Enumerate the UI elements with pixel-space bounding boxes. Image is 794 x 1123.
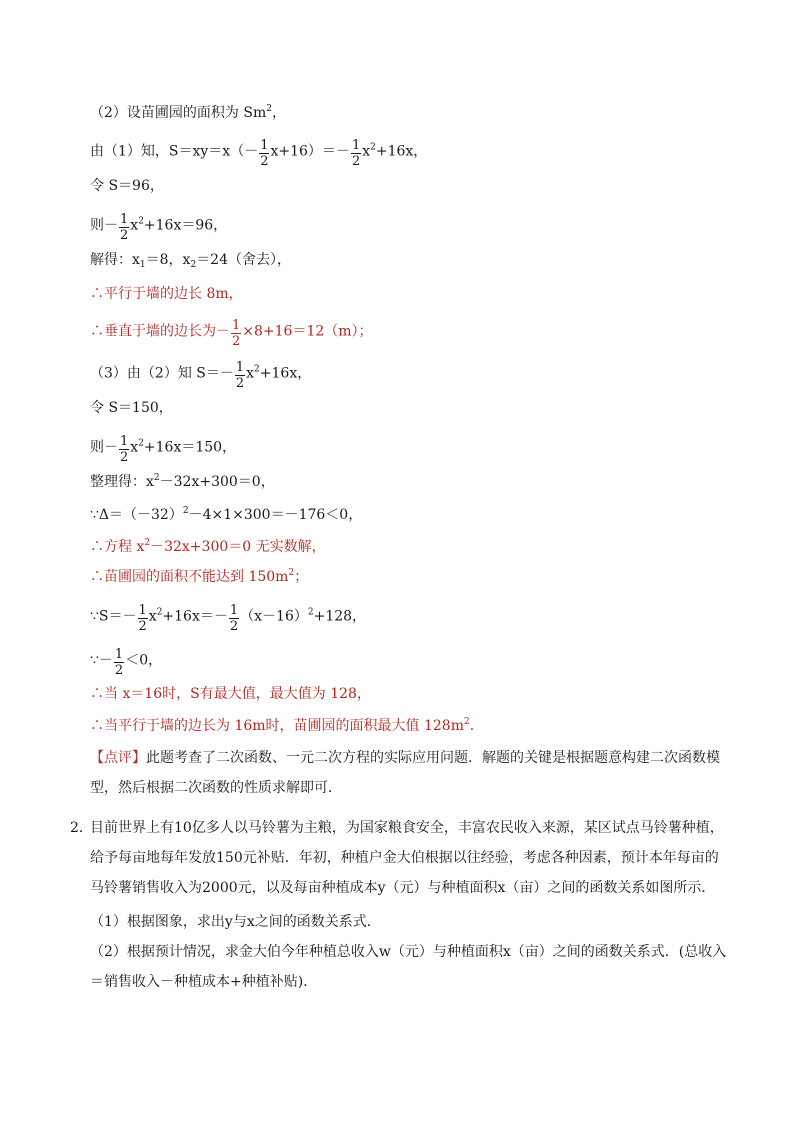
line-text: （x－16） <box>240 608 308 625</box>
line-text: ＝24（舍去）， <box>196 252 292 268</box>
fraction-denominator: 2 <box>260 154 269 169</box>
solution-line <box>90 398 173 418</box>
comment-body: 此题考查了二次函数、一元二次方程的实际应用问题．解题的关键是根据题意构建二次函数模型，然后根据二次函数的性质求解即可． <box>90 750 720 796</box>
line-text: 则－ <box>90 217 118 234</box>
fraction-numerator: 1 <box>232 318 241 333</box>
superscript: 2 <box>288 568 295 578</box>
superscript: 2 <box>144 538 151 548</box>
line-text: ∴苗圃园的面积不能达到 150m <box>90 569 289 585</box>
fraction <box>119 212 129 243</box>
line-text: ∵Δ＝（－32） <box>90 507 183 523</box>
solution-line <box>90 316 373 347</box>
line-text: 整理得：x <box>90 474 154 490</box>
line-text: －32x+300＝0， <box>159 474 275 490</box>
question-2: （2）根据预计情况，求金大伯今年种植总收入w（元）与种植面积x（亩）之间的函数关系式．(总收入＝销售收入－种植成本+种植补贴)． <box>90 944 727 990</box>
solution-line <box>90 472 275 492</box>
solution-line <box>90 432 236 463</box>
line-text: ， <box>271 105 286 121</box>
line-text: 令 S＝96， <box>90 178 164 194</box>
line-text: ； <box>294 569 309 585</box>
fraction <box>119 434 129 465</box>
solution-line <box>90 684 371 704</box>
fraction-numerator: 1 <box>138 603 147 618</box>
fraction-denominator: 2 <box>120 450 129 465</box>
line-text: －4×1×300＝－176＜0， <box>188 507 363 523</box>
superscript: 2 <box>254 364 260 375</box>
line-text: +16x＝－ <box>162 608 228 625</box>
fraction-numerator: 1 <box>120 212 129 227</box>
comment-label: 【点评】 <box>90 750 146 766</box>
fraction-denominator: 2 <box>235 376 245 391</box>
line-text: +16x＝150， <box>143 439 237 456</box>
line-text: x <box>246 365 255 382</box>
superscript: 2 <box>138 438 144 449</box>
line-text: 则－ <box>90 439 118 456</box>
line-text: x <box>362 143 371 160</box>
fraction <box>351 138 361 169</box>
solution-line <box>90 537 326 557</box>
superscript: 2 <box>153 473 160 483</box>
line-text: ∴当平行于墙的边长为 16m时，苗圃园的面积最大值 128m <box>90 718 464 734</box>
superscript: 2 <box>370 142 376 153</box>
problem-intro: 目前世界上有10亿多人以马铃薯为主粮，为国家粮食安全，丰富农民收入来源，某区试点马铃薯种植，给予每亩地每年发放150元补贴．年初，种植户金大伯根据以往经验，考虑各种因素，预计本年每亩的马铃薯销售收入为2000元，以及每亩种植成本y（元）与种植面积x（亩）之间的函数关系如图所示． <box>90 820 724 896</box>
line-text: ∴当 x＝16时，S有最大值，最大值为 128， <box>90 686 371 702</box>
solution-line <box>90 601 366 632</box>
line-text: +16x， <box>375 143 428 160</box>
fraction-denominator: 2 <box>120 228 129 243</box>
fraction-numerator: 1 <box>229 603 239 618</box>
line-text: （2）设苗圃园的面积为 Sm <box>90 105 267 121</box>
line-text: +128， <box>313 608 367 625</box>
comment-block <box>90 743 730 803</box>
line-text: ∴方程 x <box>90 539 145 555</box>
line-text: +16x， <box>259 365 312 382</box>
line-text: x <box>130 439 139 456</box>
subscript: 2 <box>190 260 197 270</box>
fraction <box>138 603 148 634</box>
subscript: 1 <box>139 260 146 270</box>
line-text: ＝8，x <box>145 252 191 268</box>
fraction-numerator: 1 <box>235 360 245 375</box>
line-text: ＜0， <box>125 652 163 669</box>
line-text: ∴垂直于墙的边长为－ <box>90 323 230 340</box>
solution-line <box>90 716 484 736</box>
solution-line <box>90 284 243 304</box>
fraction <box>259 138 269 169</box>
line-text: 由（1）知，S＝xy＝x（－ <box>90 143 259 160</box>
line-text: x+16）＝－ <box>270 143 350 160</box>
fraction-denominator: 2 <box>232 334 241 349</box>
superscript: 2 <box>464 717 470 727</box>
fraction-numerator: 1 <box>114 647 124 662</box>
question-1: （1）根据图象，求出y与x之间的函数关系式． <box>90 914 381 930</box>
superscript: 2 <box>156 607 163 618</box>
line-text: +16x＝96， <box>143 217 228 234</box>
line-text: ∵－ <box>90 652 113 669</box>
fraction <box>231 318 241 349</box>
line-text: ∴平行于墙的边长 8m， <box>90 286 243 302</box>
solution-line <box>90 250 291 270</box>
fraction-numerator: 1 <box>260 138 269 153</box>
superscript: 2 <box>266 104 272 114</box>
superscript: 2 <box>182 506 189 516</box>
solution-line <box>90 645 162 676</box>
solution-line <box>90 358 311 389</box>
problem-number: 2． <box>70 820 93 836</box>
fraction <box>114 647 124 678</box>
line-text: ×8+16＝12（m）； <box>242 323 373 340</box>
superscript: 2 <box>307 607 314 618</box>
solution-line <box>90 136 427 167</box>
line-text: （3）由（2）知 S＝－ <box>90 365 234 382</box>
line-text: 解得：x <box>90 252 140 268</box>
solution-line <box>90 505 362 525</box>
fraction-numerator: 1 <box>120 434 129 449</box>
fraction <box>235 360 245 391</box>
fraction-denominator: 2 <box>114 663 124 678</box>
solution-line <box>90 176 164 196</box>
line-text: －32x+300＝0 无实数解， <box>150 539 326 555</box>
solution-line <box>90 103 286 123</box>
fraction-denominator: 2 <box>138 619 147 634</box>
fraction-denominator: 2 <box>351 154 361 169</box>
line-text: ． <box>469 718 484 734</box>
fraction <box>229 603 239 634</box>
fraction-numerator: 1 <box>351 138 361 153</box>
fraction-denominator: 2 <box>229 619 239 634</box>
line-text: x <box>130 217 139 234</box>
solution-line <box>90 567 308 587</box>
line-text: x <box>148 608 157 625</box>
line-text: 令 S＝150， <box>90 400 173 416</box>
solution-line <box>90 210 227 241</box>
line-text: ∵S＝－ <box>90 608 137 625</box>
superscript: 2 <box>138 216 144 227</box>
